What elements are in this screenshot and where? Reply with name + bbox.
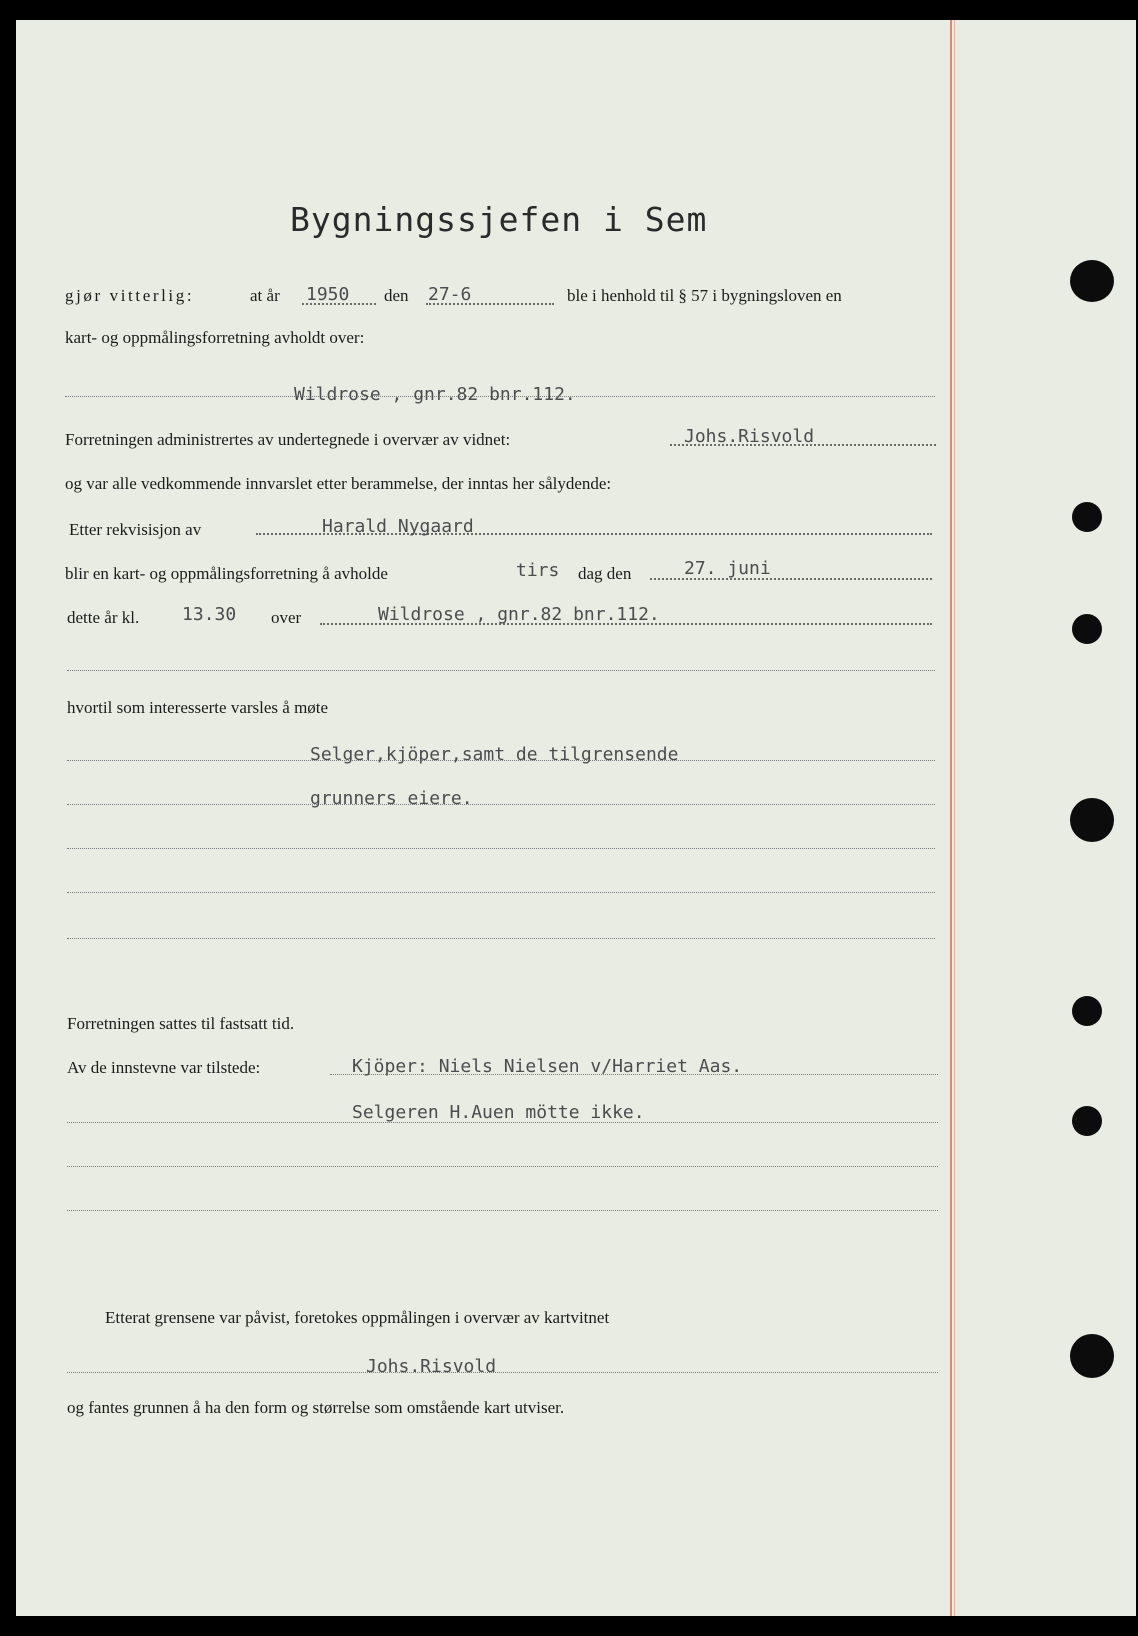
line8-text-a: dette år kl. xyxy=(67,608,140,627)
field-requester: Harald Nygaard xyxy=(322,516,474,537)
field-present-2: Selgeren H.Auen mötte ikke. xyxy=(352,1102,645,1123)
line7-text-b: dag den xyxy=(578,564,632,583)
field-witness: Johs.Risvold xyxy=(684,426,815,447)
binder-hole-icon xyxy=(1070,260,1114,302)
line12-text: Etterat grensene var påvist, foretokes oppmålingen i overvær av kartvitnet xyxy=(105,1308,610,1327)
field-property-2: Wildrose , gnr.82 bnr.112. xyxy=(378,604,660,625)
line6-text: Etter rekvisisjon av xyxy=(69,520,202,539)
binder-hole-icon xyxy=(1072,996,1102,1026)
dotted-rule xyxy=(67,892,935,893)
binder-hole-icon xyxy=(1070,1334,1114,1378)
line5-text: og var alle vedkommende innvarslet etter berammelse, der inntas her sålydende: xyxy=(65,474,612,493)
field-time: 13.30 xyxy=(182,604,237,625)
binder-hole-icon xyxy=(1072,502,1102,532)
binder-hole-icon xyxy=(1072,614,1102,644)
label-den: den xyxy=(384,286,409,305)
red-margin-line xyxy=(950,20,952,1616)
line10-text: Forretningen sattes til fastsatt tid. xyxy=(67,1014,295,1033)
line2-text: kart- og oppmålingsforretning avholdt over: xyxy=(65,328,365,347)
field-weekday: tirs xyxy=(516,560,560,581)
field-invitees-2: grunners eiere. xyxy=(310,788,473,809)
dotted-rule xyxy=(67,938,935,939)
field-invitees-1: Selger,kjöper,samt de tilgrensende xyxy=(310,744,679,765)
paper-sheet xyxy=(16,20,1136,1616)
line9-text: hvortil som interesserte varsles å møte xyxy=(67,698,329,717)
dotted-rule xyxy=(67,1372,938,1373)
line4-text: Forretningen administrertes av undertegnede i overvær av vidnet: xyxy=(65,430,511,449)
field-date: 27-6 xyxy=(428,284,472,305)
field-property: Wildrose , gnr.82 bnr.112. xyxy=(294,384,576,405)
dotted-rule xyxy=(67,1166,938,1167)
line7-text-a: blir en kart- og oppmålingsforretning å avholde xyxy=(65,564,388,583)
dotted-rule xyxy=(67,1210,938,1211)
binder-hole-icon xyxy=(1070,798,1114,842)
line8-text-b: over xyxy=(271,608,302,627)
attest-prefix: gjør vitterlig: xyxy=(65,286,195,305)
field-map-witness: Johs.Risvold xyxy=(366,1356,497,1377)
line11-text: Av de innstevne var tilstede: xyxy=(67,1058,261,1077)
dotted-rule xyxy=(67,804,935,805)
line1-suffix: ble i henhold til § 57 i bygningsloven en xyxy=(567,286,842,305)
field-meeting-date: 27. juni xyxy=(684,558,771,579)
label-at-ar: at år xyxy=(250,286,280,305)
field-present-1: Kjöper: Niels Nielsen v/Harriet Aas. xyxy=(352,1056,743,1077)
dotted-rule xyxy=(67,848,935,849)
red-margin-line-secondary xyxy=(954,20,955,1616)
dotted-rule xyxy=(67,670,935,671)
document-title: Bygningssjefen i Sem xyxy=(290,200,708,239)
field-year: 1950 xyxy=(306,284,350,305)
binder-hole-icon xyxy=(1072,1106,1102,1136)
line13-text: og fantes grunnen å ha den form og størrelse som omstående kart utviser. xyxy=(67,1398,565,1417)
